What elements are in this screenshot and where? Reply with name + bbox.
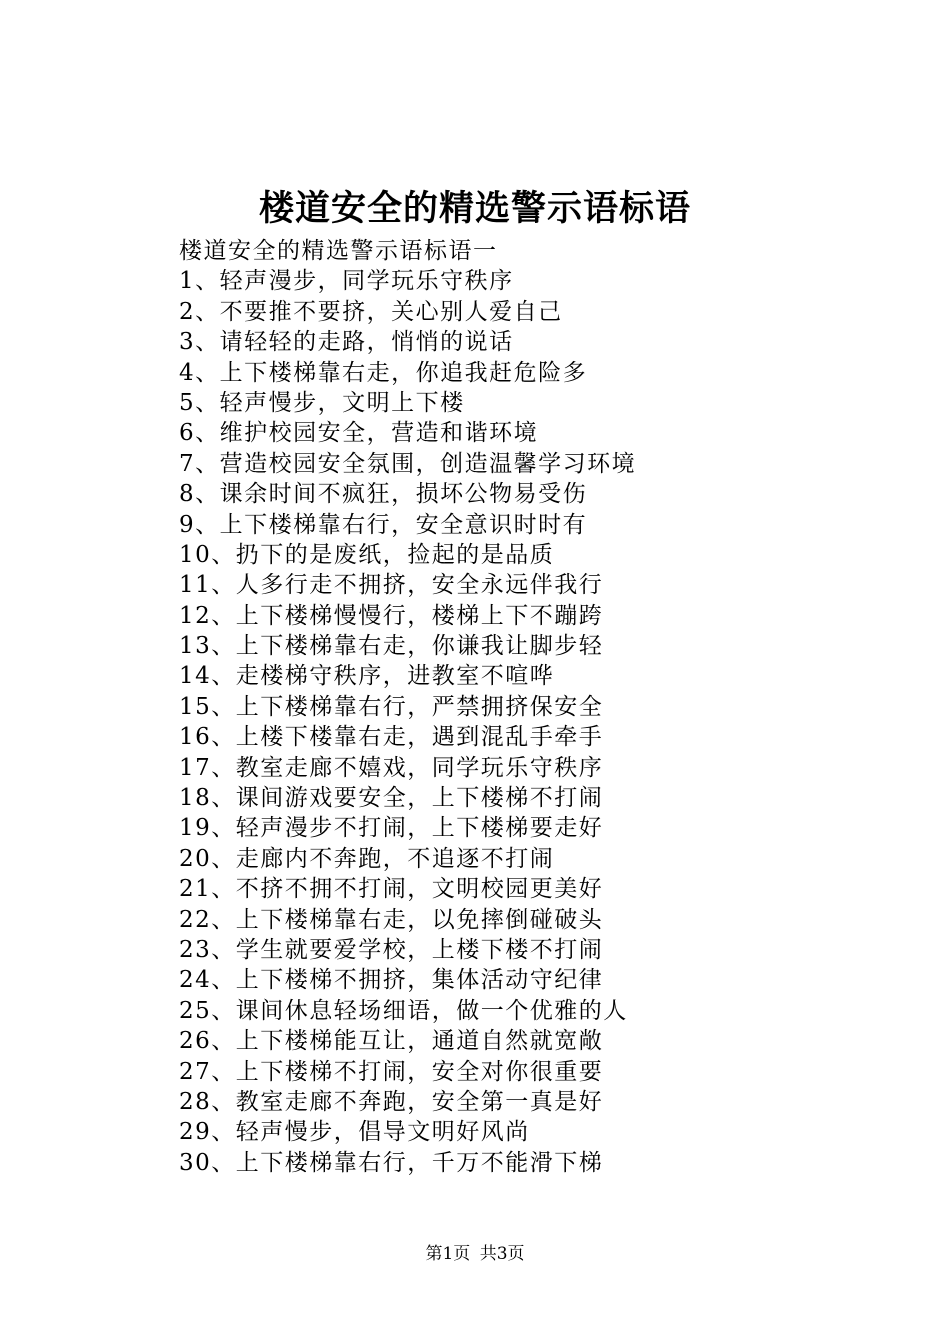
- slogan-item: 30、上下楼梯靠右行，千万不能滑下梯: [179, 1149, 604, 1176]
- slogan-item: 28、教室走廊不奔跑，安全第一真是好: [179, 1088, 604, 1115]
- slogan-item: 20、走廊内不奔跑，不追逐不打闹: [179, 845, 555, 872]
- slogan-item: 26、上下楼梯能互让，通道自然就宽敞: [179, 1028, 604, 1055]
- section-heading: 楼道安全的精选警示语标语一: [179, 238, 498, 264]
- slogan-item: 21、不挤不拥不打闹，文明校园更美好: [179, 876, 604, 903]
- slogan-item: 22、上下楼梯靠右走，以免摔倒碰破头: [179, 906, 604, 933]
- slogan-item: 9、上下楼梯靠右行，安全意识时时有: [179, 511, 588, 538]
- slogan-item: 4、上下楼梯靠右走，你追我赶危险多: [179, 359, 588, 386]
- slogan-item: 16、上楼下楼靠右走，遇到混乱手牵手: [179, 724, 604, 751]
- page-number-footer: 第1页 共3页: [425, 1244, 525, 1264]
- slogan-item: 10、扔下的是废纸，捡起的是品质: [179, 541, 555, 568]
- slogan-item: 12、上下楼梯慢慢行，楼梯上下不蹦跨: [179, 602, 604, 629]
- slogan-item: 17、教室走廊不嬉戏，同学玩乐守秩序: [179, 754, 604, 781]
- slogan-item: 24、上下楼梯不拥挤，集体活动守纪律: [179, 967, 604, 994]
- slogan-item: 23、学生就要爱学校，上楼下楼不打闹: [179, 936, 604, 963]
- document-body: [179, 236, 899, 1178]
- slogan-item: 3、请轻轻的走路，悄悄的说话: [179, 329, 514, 356]
- slogan-item: 19、轻声漫步不打闹，上下楼梯要走好: [179, 815, 604, 842]
- slogan-item: 6、维护校园安全，营造和谐环境: [179, 420, 539, 447]
- slogan-item: 29、轻声慢步，倡导文明好风尚: [179, 1119, 530, 1146]
- slogan-item: 8、课余时间不疯狂，损坏公物易受伤: [179, 481, 588, 508]
- slogan-item: 2、不要推不要挤，关心别人爱自己: [179, 298, 563, 325]
- page-title: 楼道安全的精选警示语标语: [258, 189, 691, 229]
- slogan-item: 5、轻声慢步，文明上下楼: [179, 389, 465, 416]
- slogan-item: 13、上下楼梯靠右走，你谦我让脚步轻: [179, 633, 604, 660]
- slogan-item: 27、上下楼梯不打闹，安全对你很重要: [179, 1058, 604, 1085]
- slogan-item: 1、轻声漫步，同学玩乐守秩序: [179, 268, 514, 295]
- slogan-list: [179, 266, 899, 1178]
- slogan-item: 15、上下楼梯靠右行，严禁拥挤保安全: [179, 693, 604, 720]
- slogan-item: 14、走楼梯守秩序，进教室不喧哗: [179, 663, 555, 690]
- slogan-item: 25、课间休息轻场细语，做一个优雅的人: [179, 997, 628, 1024]
- slogan-item: 11、人多行走不拥挤，安全永远伴我行: [179, 572, 604, 599]
- slogan-item: 7、营造校园安全氛围，创造温馨学习环境: [179, 450, 637, 477]
- slogan-item: 18、课间游戏要安全，上下楼梯不打闹: [179, 785, 604, 812]
